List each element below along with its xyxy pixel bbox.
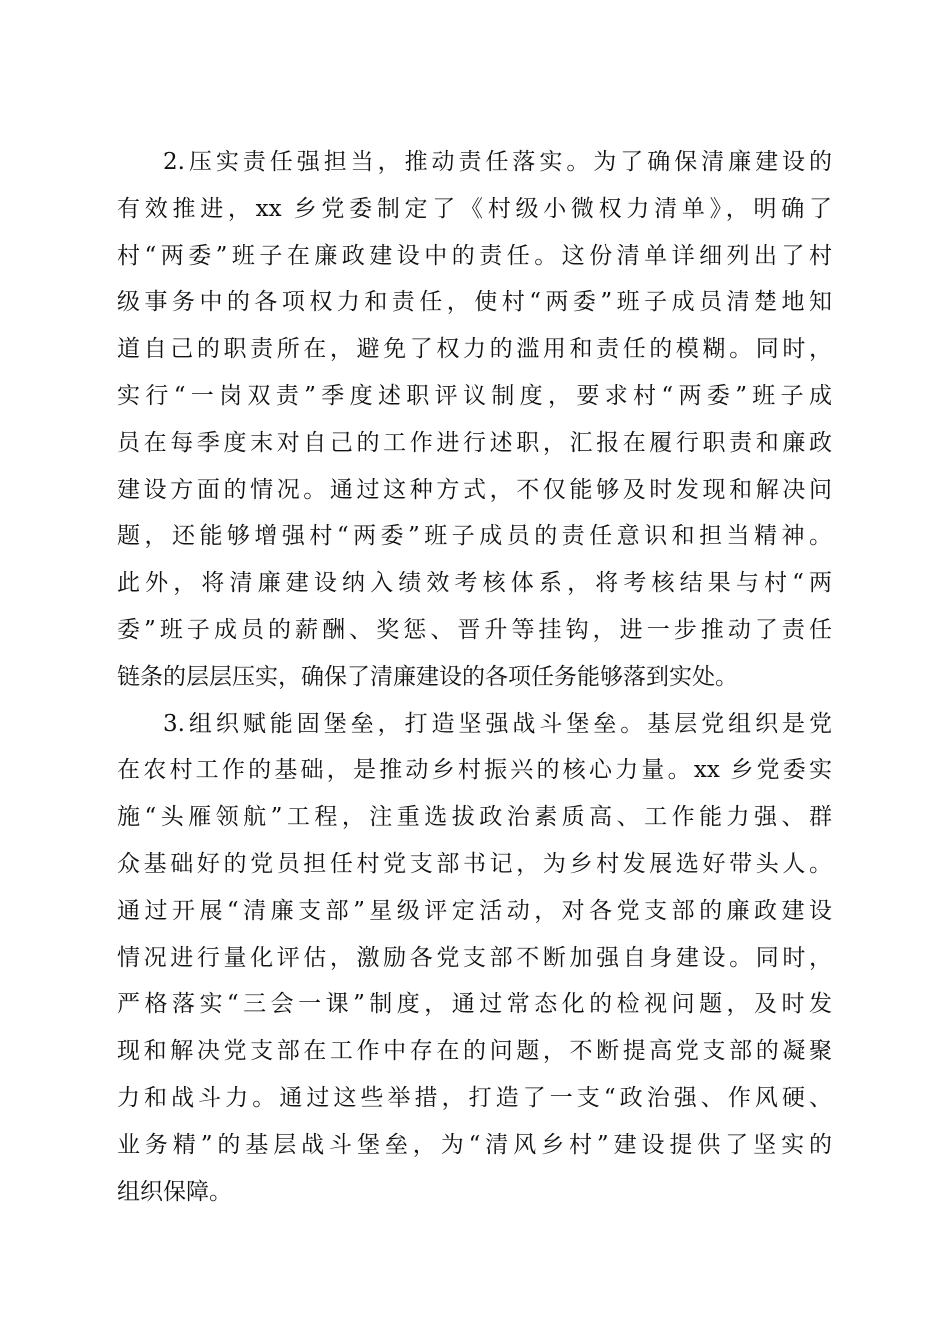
paragraph-line: 员在每季度末对自己的工作进行述职，汇报在履行职责和廉政 <box>117 429 832 456</box>
paragraph-line: 施“头雁领航”工程，注重选拔政治素质高、工作能力强、群 <box>117 804 832 831</box>
paragraph-line: 道自己的职责所在，避免了权力的滥用和责任的模糊。同时， <box>117 336 832 363</box>
paragraph-line: 力和战斗力。通过这些举措，打造了一支“政治强、作风硬、 <box>117 1084 832 1111</box>
paragraph-line: 通过开展“清廉支部”星级评定活动，对各党支部的廉政建设 <box>117 897 832 924</box>
paragraph-line: 2.压实责任强担当，推动责任落实。为了确保清廉建设的 <box>163 149 832 175</box>
paragraph-line: 情况进行量化评估，激励各党支部不断加强自身建设。同时， <box>117 944 832 971</box>
paragraph-line: 委”班子成员的薪酬、奖惩、晋升等挂钩，进一步推动了责任 <box>117 616 832 643</box>
paragraph-line: 众基础好的党员担任村党支部书记，为乡村发展选好带头人。 <box>117 850 832 877</box>
paragraph-line: 现和解决党支部在工作中存在的问题，不断提高党支部的凝聚 <box>117 1038 832 1065</box>
paragraph-organization <box>117 701 832 1216</box>
paragraph-line: 建设方面的情况。通过这种方式，不仅能够及时发现和解决问 <box>117 476 832 503</box>
paragraph-line: 链条的层层压实，确保了清廉建设的各项任务能够落到实处。 <box>117 663 738 690</box>
paragraph-responsibility <box>117 139 832 701</box>
paragraph-line: 在农村工作的基础，是推动乡村振兴的核心力量。xx 乡党委实 <box>117 757 832 784</box>
paragraph-line: 此外，将清廉建设纳入绩效考核体系，将考核结果与村“两 <box>117 570 832 597</box>
document-body <box>117 139 832 1215</box>
paragraph-line: 组织保障。 <box>117 1178 232 1205</box>
paragraph-line: 级事务中的各项权力和责任，使村“两委”班子成员清楚地知 <box>117 289 832 316</box>
paragraph-line: 题，还能够增强村“两委”班子成员的责任意识和担当精神。 <box>117 523 832 550</box>
paragraph-line: 村“两委”班子在廉政建设中的责任。这份清单详细列出了村 <box>117 242 832 269</box>
paragraph-line: 业务精”的基层战斗堡垒，为“清风乡村”建设提供了坚实的 <box>117 1131 832 1158</box>
paragraph-line: 严格落实“三会一课”制度，通过常态化的检视问题，及时发 <box>117 991 832 1018</box>
paragraph-line: 3.组织赋能固堡垒，打造坚强战斗堡垒。基层党组织是党 <box>163 710 832 737</box>
paragraph-line: 实行“一岗双责”季度述职评议制度，要求村“两委”班子成 <box>117 382 832 409</box>
paragraph-line: 有效推进，xx 乡党委制定了《村级小微权力清单》，明确了 <box>117 195 832 222</box>
